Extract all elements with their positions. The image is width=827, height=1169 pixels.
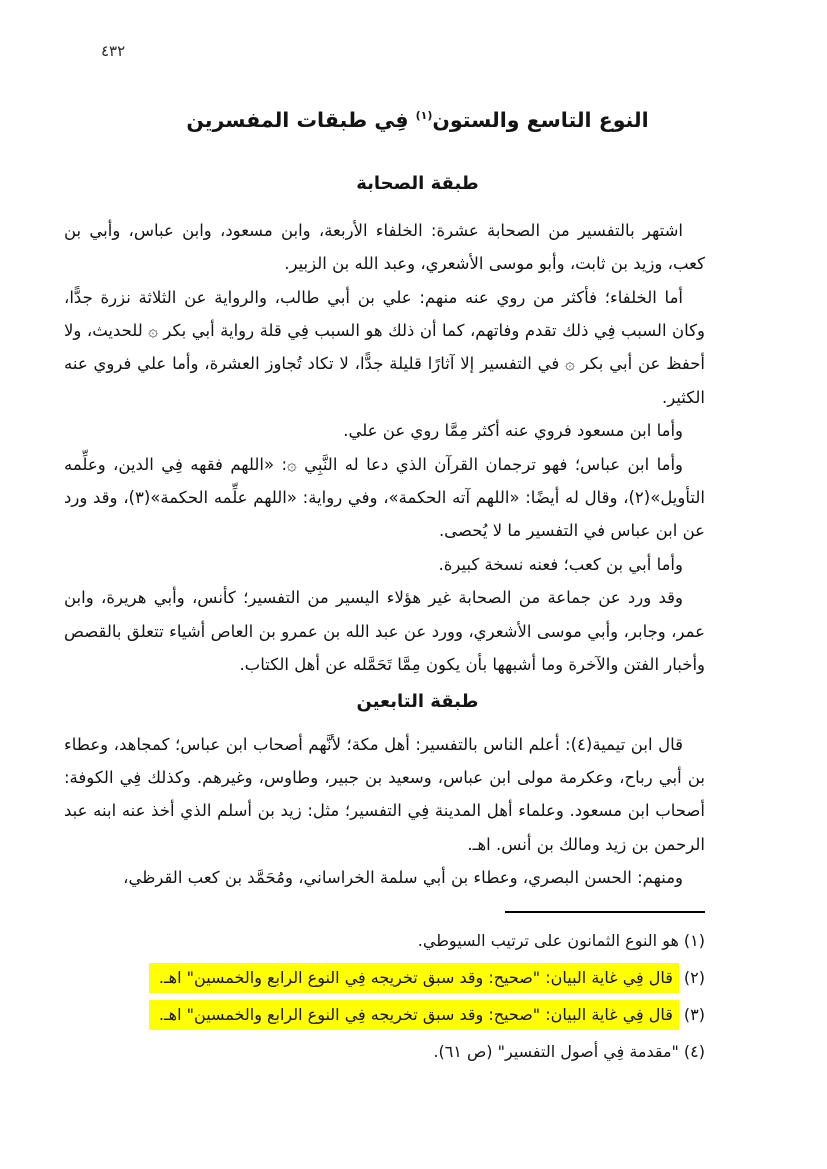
footnote-item <box>64 1033 705 1070</box>
footnote-number: (٢) <box>683 968 705 987</box>
footnote-text: هو النوع الثمانون على ترتيب السيوطي. <box>417 931 679 950</box>
footnotes-section <box>64 911 705 1070</box>
chapter-title <box>97 98 738 138</box>
body-paragraph: أما الخلفاء؛ فأكثر من روي عنه منهم: علي بن أبي طالب، والرواية عن الثلاثة نزرة جدًّا، وكان السبب فِي ذلك تقدم وفاتهم، كما أن ذلك هو السبب فِي قلة رواية أبي بكر ۞ للحديث، ولا أحفظ عن أبي بكر ۞ في التفسير إلا آثارًا قليلة جدًّا، لا تكاد تُجاوز العشرة، وأما علي فروي عنه الكثير. <box>64 287 705 407</box>
body-paragraph: قال ابن تيمية(٤): أعلم الناس بالتفسير: أهل مكة؛ لأنَّهم أصحاب ابن عباس؛ كمجاهد، وعطاء بن أبي رباح، وعكرمة مولى ابن عباس، وسعيد بن جبير، وطاوس، وغيرهم. وكذلك فِي الكوفة: أصحاب ابن مسعود. وعلماء أهل المدينة فِي التفسير؛ مثل: زيد بن أسلم الذي أخذ عنه ابنه عبد الرحمن بن زيد ومالك بن أنس. اهـ. <box>64 734 705 854</box>
footnote-number: (٤) <box>683 1042 705 1061</box>
footnote-item <box>64 922 705 959</box>
body-paragraph: اشتهر بالتفسير من الصحابة عشرة: الخلفاء الأربعة، وابن مسعود، وابن عباس، وأبي بن كعب، وزيد بن ثابت، وأبو موسى الأشعري، وعبد الله بن الزبير. <box>64 220 705 274</box>
body-paragraph: وأما ابن مسعود فروي عنه أكثر مِمَّا روي عن علي. <box>343 421 683 441</box>
footnote-separator <box>505 911 705 913</box>
chapter-title-part1: النوع التاسع والستون <box>432 107 649 132</box>
body-paragraph: ومنهم: الحسن البصري، وعطاء بن أبي سلمة الخراساني، ومُحَمَّد بن كعب القرظي، <box>123 868 683 888</box>
body-paragraph: وأما أبي بن كعب؛ فعنه نسخة كبيرة. <box>438 554 683 574</box>
section-heading-sahaba: طبقة الصحابة <box>356 172 479 194</box>
title-footnote-marker: (١) <box>415 109 433 122</box>
chapter-title-part2: فِي طبقات المفسرين <box>186 107 416 132</box>
page-content <box>64 98 705 895</box>
section-body-sahaba <box>64 214 705 682</box>
section-heading-tabiin: طبقة التابعين <box>356 690 479 712</box>
body-paragraph: وأما ابن عباس؛ فهو ترجمان القرآن الذي دعا له النَّبِي ۞: «اللهم فقهه فِي الدين، وعلِّمه التأويل»(٢)، وقال له أيضًا: «اللهم آته الحكمة»، وفي رواية: «اللهم علِّمه الحكمة»(٣)، وقد ورد عن ابن عباس في التفسير ما لا يُحصى. <box>64 454 705 541</box>
page-number: ٤٣٢ <box>101 42 126 60</box>
footnote-item-highlighted <box>64 959 705 996</box>
body-paragraph: وقد ورد عن جماعة من الصحابة غير هؤلاء اليسير من التفسير؛ كأنس، وأبي هريرة، وابن عمر، وجابر، وأبي موسى الأشعري، وورد عن عبد الله بن عمرو بن العاص أشياء تتعلق بالقصص وأخبار الفتن والآخرة وما أشبهها بأن يكون مِمَّا تَحَمَّله عن أهل الكتاب. <box>64 588 705 675</box>
section-body-tabiin <box>64 728 705 895</box>
footnote-text: قال فِي غاية البيان: "صحيح: وقد سبق تخريجه فِي النوع الرابع والخمسين" اهـ. <box>149 1000 679 1030</box>
footnote-number: (٣) <box>683 1005 705 1024</box>
footnote-text: قال فِي غاية البيان: "صحيح: وقد سبق تخريجه فِي النوع الرابع والخمسين" اهـ. <box>149 963 679 993</box>
footnote-text: "مقدمة فِي أصول التفسير" (ص ٦١). <box>433 1042 679 1061</box>
footnote-number: (١) <box>683 931 705 950</box>
footnote-item-highlighted <box>64 996 705 1033</box>
